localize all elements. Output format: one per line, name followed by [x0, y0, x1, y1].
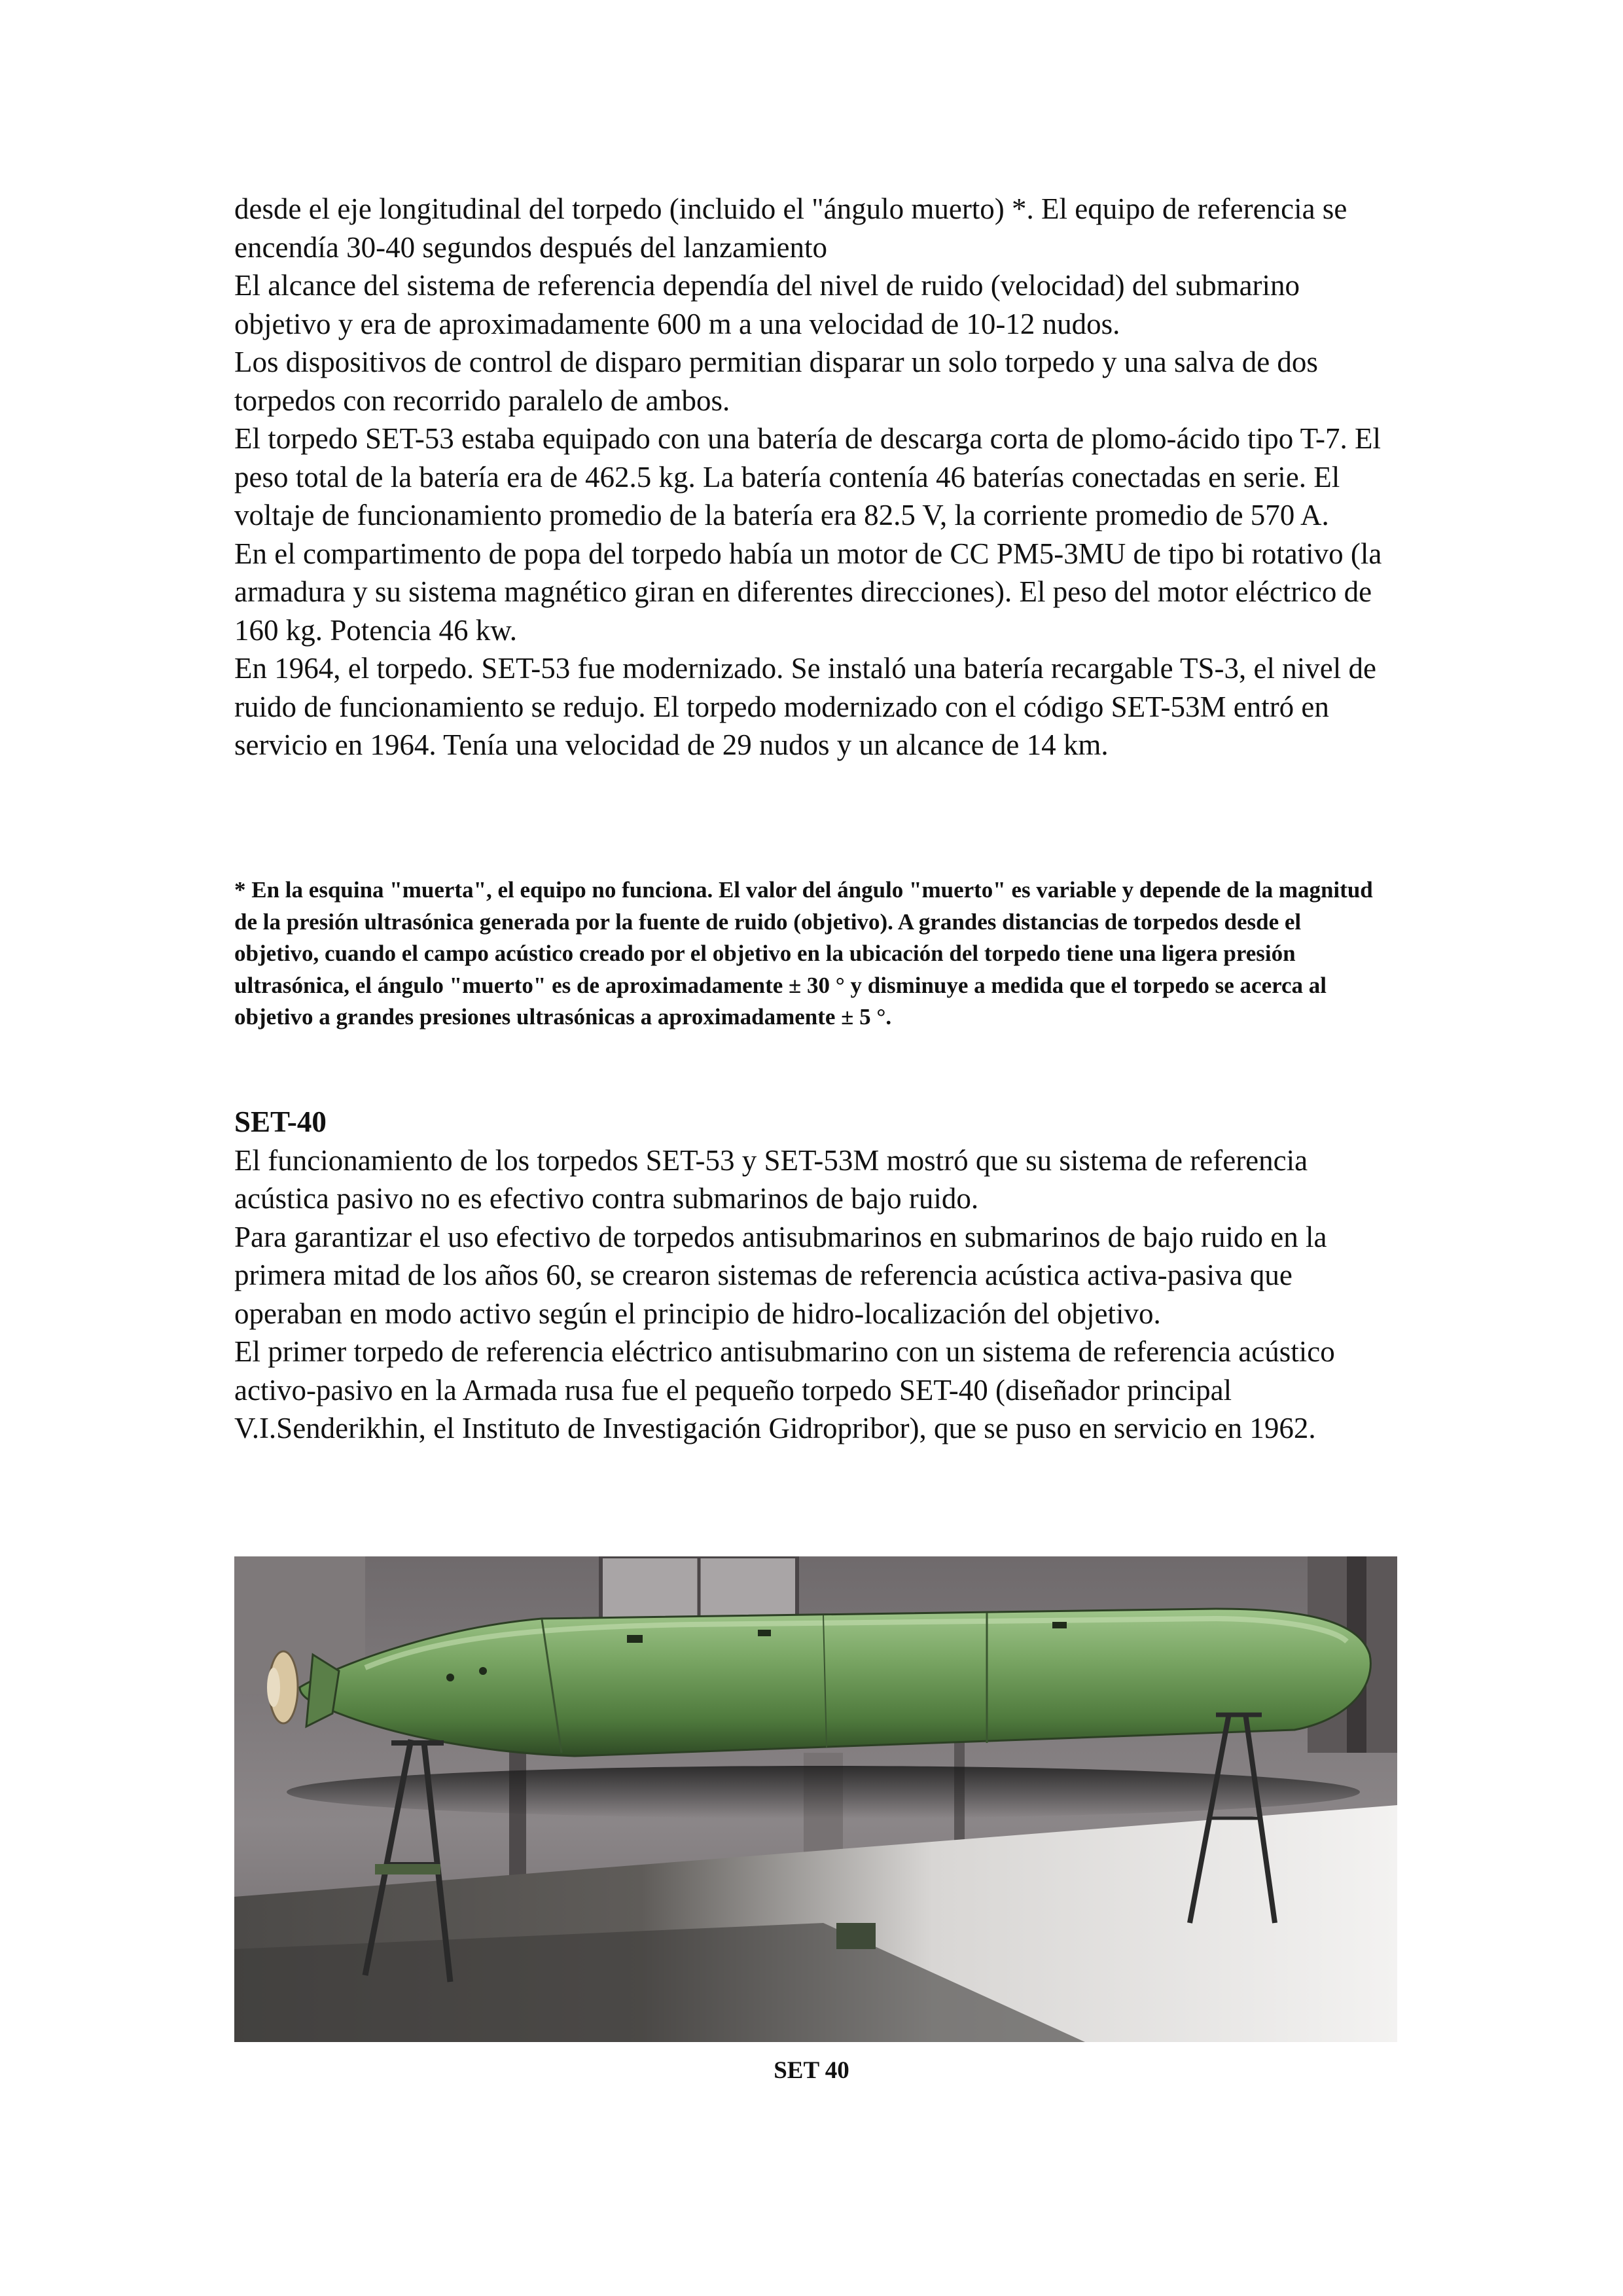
paragraph: Para garantizar el uso efectivo de torpedos antisubmarinos en submarinos de bajo ruido en la primera mitad de los años 60, se crearon sistemas de referencia acústica activa-pasiva que operaban en modo activo según el principio de hidro-localización del objetivo.: [234, 1220, 1327, 1330]
paragraph: En el compartimento de popa del torpedo había un motor de CC PM5-3MU de tipo bi rotativo (la armadura y su sistema magnético giran en diferentes direcciones). El peso del motor eléctrico de 160 kg. Potencia 46 kw.: [234, 537, 1382, 647]
paragraph: En 1964, el torpedo. SET-53 fue modernizado. Se instaló una batería recargable TS-3, el nivel de ruido de funcionamiento se redujo. El torpedo modernizado con el código SET-53M entró en servicio en 1964. Tenía una velocidad de 29 nudos y un alcance de 14 km.: [234, 652, 1376, 761]
paragraph: El primer torpedo de referencia eléctrico antisubmarino con un sistema de referencia acústico activo-pasivo en la Armada rusa fue el pequeño torpedo SET-40 (diseñador principal V.I.Senderikhin, el Instituto de Investigación Gidropribor), que se puso en servicio en 1962.: [234, 1335, 1335, 1444]
section-heading: SET-40: [234, 1105, 327, 1138]
paragraph: El funcionamiento de los torpedos SET-53 y SET-53M mostró que su sistema de referencia acústica pasivo no es efectivo contra submarinos de bajo ruido.: [234, 1143, 1308, 1215]
body-text: [234, 190, 1399, 764]
footnote: * En la esquina "muerta", el equipo no funciona. El valor del ángulo "muerto" es variable y depende de la magnitud de la presión ultrasónica generada por la fuente de ruido (objetivo). A grandes distancias de torpedos desde el objetivo, cuando el campo acústico creado por el objetivo en la ubicación del torpedo tiene una ligera presión ultrasónica, el ángulo "muerto" es de aproximadamente ± 30 ° y disminuye a medida que el torpedo se acerca al objetivo a grandes presiones ultrasónicas a aproximadamente ± 5 °.: [234, 877, 1373, 1030]
paragraph: desde el eje longitudinal del torpedo (incluido el "ángulo muerto) *. El equipo de referencia se encendía 30-40 segundos después del lanzamiento: [234, 192, 1347, 264]
torpedo-photo: [234, 1556, 1397, 2042]
paragraph: El alcance del sistema de referencia dependía del nivel de ruido (velocidad) del submarino objetivo y era de aproximadamente 600 m a una velocidad de 10-12 nudos.: [234, 269, 1300, 340]
torpedo-photo-illustration: [234, 1556, 1397, 2042]
paragraph: Los dispositivos de control de disparo permitian disparar un solo torpedo y una salva de dos torpedos con recorrido paralelo de ambos.: [234, 346, 1318, 417]
section-set-40: [234, 1103, 1399, 1448]
paragraph: El torpedo SET-53 estaba equipado con una batería de descarga corta de plomo-ácido tipo T-7. El peso total de la batería era de 462.5 kg. La batería contenía 46 baterías conectadas en serie. El voltaje de funcionamiento promedio de la batería era 82.5 V, la corriente promedio de 570 A.: [234, 422, 1381, 531]
figure-caption: SET 40: [774, 2057, 849, 2084]
